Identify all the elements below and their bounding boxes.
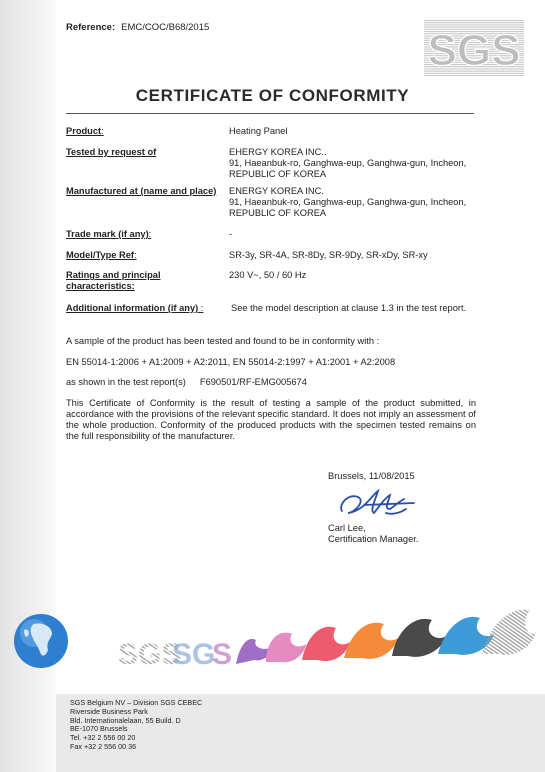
bird-shape-5 [392, 619, 446, 657]
reference-value: EMC/COC/B68/2015 [121, 22, 210, 33]
signature-image [334, 483, 420, 523]
disclaimer-paragraph: This Certificate of Conformity is the result of testing a sample of the product submitted, in accordance with the provisions of the relevant specific standard. It does not imply an assessment of the whole production. Conformity of the produced products with the specimen tested remains on the full responsibility of the manufacturer. [66, 398, 476, 441]
field-value-line: 91, Haeanbuk-ro, Ganghwa-eup, Ganghwa-gun, Incheon, [229, 197, 467, 207]
birds-logo-text: SGS [118, 638, 182, 671]
field-value [229, 250, 479, 261]
field-value [229, 229, 479, 240]
field-value-line: REPUBLIC OF KOREA [229, 169, 327, 179]
bird-shape-4 [344, 623, 398, 659]
footer-line: Fax +32 2 556 00 36 [70, 741, 137, 751]
field-label-text: Additional information (if any) [66, 303, 199, 313]
field-value [229, 126, 479, 137]
test-report-number: F690501/RF-EMG005674 [199, 377, 307, 387]
birds-letters-purple: S [212, 638, 233, 671]
field-label-suffix: : [134, 250, 137, 260]
field-label [66, 229, 216, 240]
field-value-line: 91, Haeanbuk-ro, Ganghwa-eup, Ganghwa-gun, Incheon, [229, 158, 467, 168]
signatory-name: Carl Lee, [328, 523, 366, 533]
footer-line: SGS Belgium NV – Division SGS CEBEC [70, 698, 203, 707]
page-title: CERTIFICATE OF CONFORMITY [135, 86, 410, 105]
field-value-line: 230 V~, 50 / 60 Hz [229, 270, 307, 280]
field-value [231, 303, 481, 314]
title-divider [66, 113, 474, 114]
footer-line: BE-1070 Brussels [70, 724, 128, 734]
birds-letters-blue: SG [172, 638, 216, 671]
test-report-label: as shown in the test report(s) [66, 377, 186, 387]
field-label-text: Tested by request of [66, 147, 157, 157]
footer-line: Riverside Business Park [70, 706, 148, 716]
field-value [229, 270, 479, 281]
field-label-text: Product [66, 126, 102, 136]
field-label [66, 186, 226, 197]
field-value-line: Heating Panel [229, 126, 288, 136]
reference-line [66, 22, 209, 33]
bird-shape-7 [482, 610, 536, 655]
test-report-line [66, 377, 476, 388]
field-label-text: Trade mark (if any) [66, 229, 149, 239]
sgs-logo [424, 20, 524, 76]
standards-line: EN 55014-1:2006 + A1:2009 + A2:2011, EN 55014-2:1997 + A1:2001 + A2:2008 [66, 357, 396, 367]
field-value-line: REPUBLIC OF KOREA [229, 208, 327, 218]
logo-text: SGS [427, 26, 521, 75]
field-label [66, 126, 216, 137]
field-label [66, 303, 216, 314]
field-label-text: Ratings and principal characteristics: [66, 270, 161, 291]
sgs-birds-logo [116, 598, 536, 678]
field-label [66, 147, 216, 158]
field-value [229, 186, 479, 219]
bird-shape-3 [302, 627, 350, 661]
field-label [66, 250, 216, 261]
bird-shape-2 [266, 633, 306, 663]
field-value-line: - [229, 229, 233, 239]
footer-address [70, 699, 202, 752]
field-label-text: Manufactured at (name and place) [66, 186, 217, 196]
field-label-suffix: : [198, 303, 204, 313]
field-label-text: Model/Type Ref [66, 250, 135, 260]
footer-line: Tel. +32 2 556 00 20 [70, 733, 136, 743]
field-value-line: ENERGY KOREA INC. [229, 186, 324, 196]
field-value [229, 147, 479, 180]
field-label-suffix: : [101, 126, 104, 136]
field-label-suffix: : [148, 229, 152, 239]
field-label [66, 270, 216, 292]
reference-label: Reference: [66, 22, 116, 33]
field-value-line: SR-3y, SR-4A, SR-8Dy, SR-9Dy, SR-xDy, SR-xy [229, 250, 428, 260]
conformity-statement: A sample of the product has been tested and found to be in conformity with : [66, 336, 380, 346]
field-value-line: See the model description at clause 1.3 in the test report. [231, 303, 467, 313]
place-date: Brussels, 11/08/2015 [328, 471, 415, 481]
footer-line: Bld. Internationalelaan, 55 Build. D [70, 715, 181, 725]
field-value-line: EHERGY KOREA INC.. [229, 147, 327, 157]
globe-icon [12, 612, 70, 670]
signatory-role: Certification Manager. [328, 534, 419, 544]
